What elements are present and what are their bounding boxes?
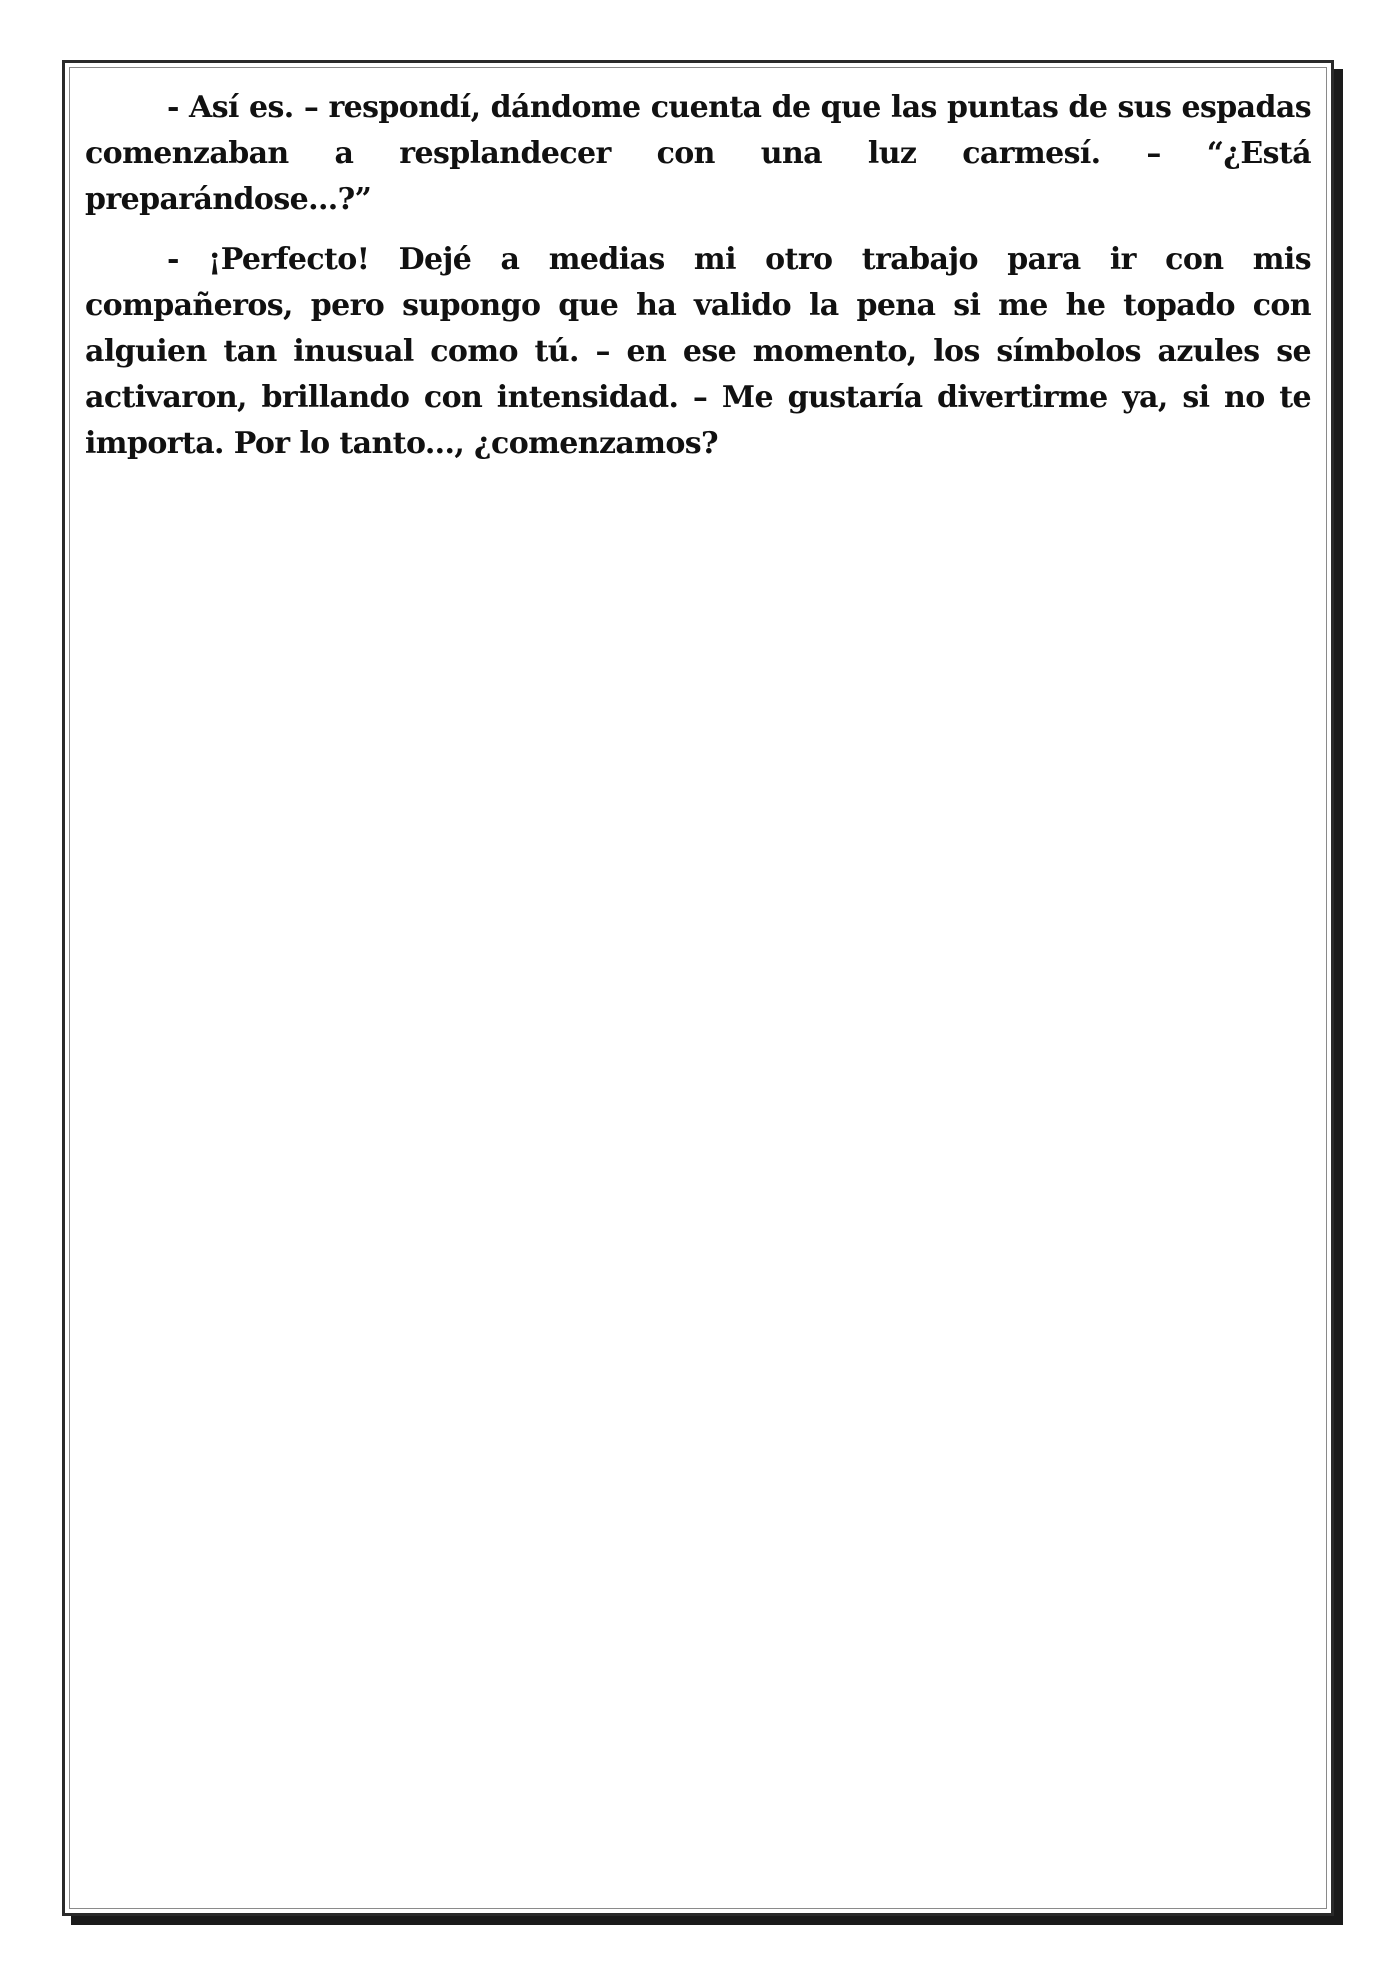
body-text (85, 85, 1311, 481)
paragraph-1: - Así es. – respondí, dándome cuenta de que las puntas de sus espadas comenzaban a resplandecer con una luz carmesí. – “¿Está preparándose...?” (85, 90, 1311, 217)
paragraph-2: - ¡Perfecto! Dejé a medias mi otro trabajo para ir con mis compañeros, pero supongo que ha valido la pena si me he topado con alguien tan inusual como tú. – en ese momento, los símbolos azules se activaron, brillando con intensidad. – Me gustaría divertirme ya, si no te importa. Por lo tanto..., ¿comenzamos? (85, 242, 1311, 461)
page-frame (62, 60, 1334, 1916)
